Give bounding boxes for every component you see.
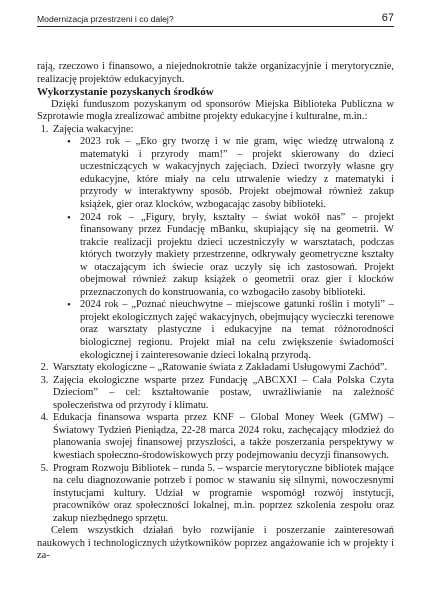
bullet-item: • 2024 rok – „Poznać nieuchwytne – miejscowe gatunki roślin i motyli” – projekt ekologicznych zajęć wakacyjnych, obejmujący wycieczki terenowe oraz warsztaty plastyczne i edukacyjne na temat różnorodności biologicznej regionu. Projekt miał na celu zwiększenie świadomości ekologicznej i zainteresowanie dzieci lokalną przyrodą. <box>70 299 394 362</box>
list-item-text: Warsztaty ekologiczne – „Ratowanie świata z Zakładami Usługowymi Zachód”. <box>53 362 388 374</box>
bullet-item: • 2024 rok – „Figury, bryły, kształty – świat wokół nas” – projekt finansowany przez Fundację mBanku, skupiający się na geometrii. W trakcie realizacji projektu dzieci uczestniczyły w warsztatach, podczas których tworzyły makiety przestrzenne, odkrywały geometryczne kształty w otaczającym ich świecie oraz uczyły się ich zastosowań. Projekt obejmował również zakup książek o geometrii oraz gier i klocków przeznaczonych do konstruowania, co wzbogaciło zasoby biblioteki. <box>70 212 394 300</box>
projects-list <box>37 124 394 526</box>
section-heading: Wykorzystanie pozyskanych środków <box>37 86 214 99</box>
summer-activities-list <box>53 136 394 362</box>
list-item-text: Edukacja finansowa wsparta przez KNF – Global Money Week (GMW) – Światowy Tydzień Pieniądza, 22-28 marca 2024 roku, zachęcający młodzież do planowania swojej finansowej przyszłości, a także poszerzania perspektywy w kwestiach społeczno-środowiskowych przy podejmowaniu decyzji finansowych. <box>53 412 394 461</box>
list-item <box>51 124 394 362</box>
running-header <box>37 12 394 27</box>
page-number: 67 <box>381 12 394 24</box>
list-item <box>51 412 394 462</box>
list-item <box>51 375 394 413</box>
list-item-text: Program Rozwoju Bibliotek – runda 5. – wsparcie merytoryczne bibliotek mające na celu diagnozowanie potrzeb i pomoc w stawaniu się silnymi, nowoczesnymi instytucjami kultury. Udział w programie wspomógł rozwój instytucji, pracowników oraz społeczności lokalnej, m.in. poprzez szkolenia zespołu oraz zakup niezbędnego sprzętu. <box>53 462 394 524</box>
list-item-text: Zajęcia wakacyjne: <box>53 123 134 135</box>
closing-paragraph: Celem wszystkich działań było rozwijanie i poszerzanie zainteresowań naukowych i technologicznych użytkowników poprzez angażowanie ich w projekty i za- <box>37 525 394 562</box>
section-lead-paragraph: Dzięki funduszom pozyskanym od sponsorów Miejska Biblioteka Publiczna w Szprotawie mogła zrealizować ambitne projekty edukacyjne i kulturalne, m.in.: <box>37 98 394 123</box>
page-body <box>37 61 394 563</box>
running-header-title: Modernizacja przestrzeni i co dalej? <box>37 14 174 24</box>
bullet-item: • 2023 rok – „Eko gry tworzę i w nie gram, więc wiedzę utrwaloną z matematyki i przyrody mam!” – projekt skierowany do dzieci uczestniczących w wakacyjnych zajęciach. Dzieci tworzyły własne gry edukacyjne, które miały na celu utrwalenie wiedzy z matematyki i przyrody w interaktywny sposób. Projekt obejmował również zakup książek, gier oraz klocków, wzbogacając zasoby biblioteki. <box>70 136 394 211</box>
list-item-text: Zajęcia ekologiczne wsparte przez Fundację „ABCXXI – Cała Polska Czyta Dzieciom” – cel: kształtowanie postaw, uwrażliwianie na zależność społeczeństwa od przyrody i klimatu. <box>53 374 394 411</box>
intro-paragraph: rają, rzeczowo i finansowo, a niejednokrotnie także organizacyjnie i merytorycznie, realizację projektów edukacyjnych. <box>37 61 394 85</box>
list-item <box>51 362 394 375</box>
list-item <box>51 463 394 526</box>
